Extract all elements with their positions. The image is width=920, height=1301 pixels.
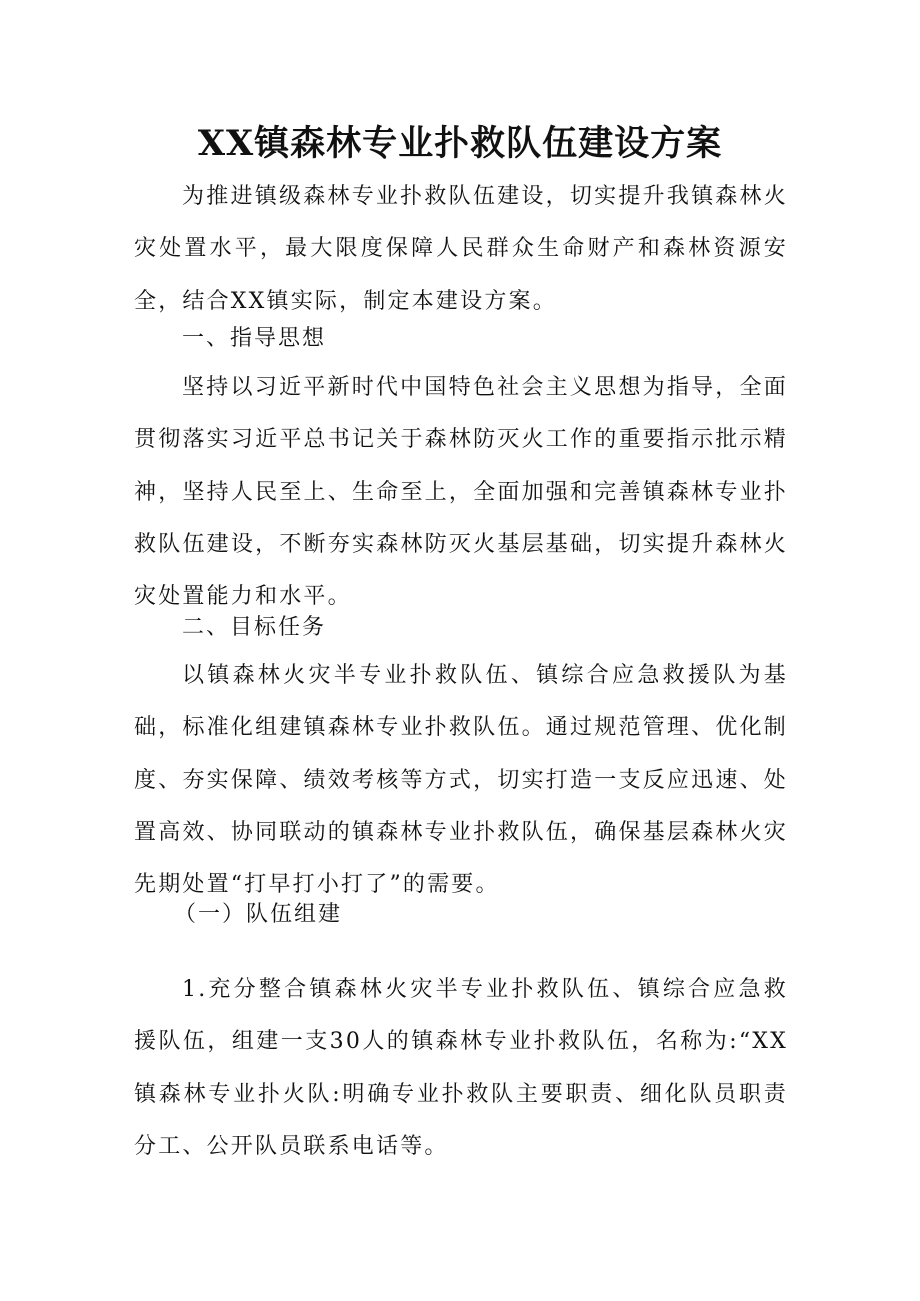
document-title: XX镇森林专业扑救队伍建设方案 (197, 123, 723, 164)
team-formation-item-1: 1.充分整合镇森林火灾半专业扑救队伍、镇综合应急救援队伍，组建一支30人的镇森林专业扑救队伍，名称为:“XX镇森林专业扑火队:明确专业扑救队主要职责、细化队员职责分工、公开队员联系电话等。 (134, 977, 788, 1159)
section-heading-goals-tasks: 二、目标任务 (182, 615, 327, 640)
intro-paragraph: 为推进镇级森林专业扑救队伍建设，切实提升我镇森林火灾处置水平，最大限度保障人民群众生命财产和森林资源安全，结合XX镇实际，制定本建设方案。 (134, 184, 788, 314)
guiding-ideology-paragraph: 坚持以习近平新时代中国特色社会主义思想为指导，全面贯彻落实习近平总书记关于森林防灭火工作的重要指示批示精神，坚持人民至上、生命至上，全面加强和完善镇森林专业扑救队伍建设，不断夯实森林防灭火基层基础，切实提升森林火灾处置能力和水平。 (134, 375, 788, 610)
goals-tasks-paragraph: 以镇森林火灾半专业扑救队伍、镇综合应急救援队为基础，标准化组建镇森林专业扑救队伍。通过规范管理、优化制度、夯实保障、绩效考核等方式，切实打造一支反应迅速、处置高效、协同联动的镇森林专业扑救队伍，确保基层森林火灾先期处置“打早打小打了”的需要。 (134, 663, 788, 898)
section-heading-guiding-ideology: 一、指导思想 (182, 326, 327, 351)
subsection-heading-team-formation: （一）队伍组建 (174, 902, 343, 927)
